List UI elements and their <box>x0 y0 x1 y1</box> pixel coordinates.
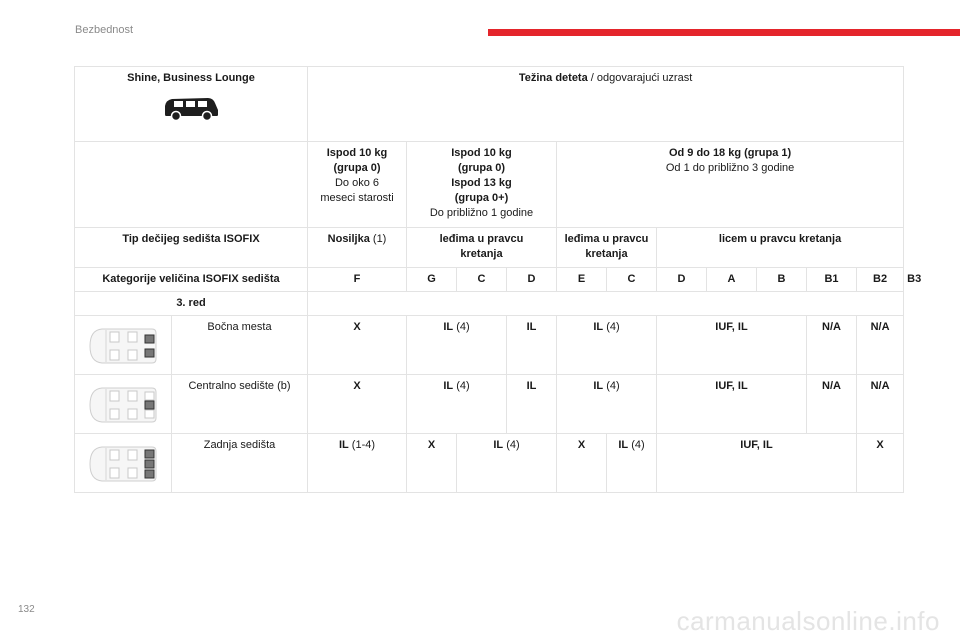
seat-value: IUF, IL <box>657 434 857 493</box>
seat-value <box>557 316 657 375</box>
weight-title-cell <box>308 67 904 142</box>
seat-value <box>308 434 407 493</box>
weight-text: Ispod 10 kg <box>326 147 388 159</box>
weight-text: Do približno 1 godine <box>429 207 534 219</box>
weight-title-bold: Težina deteta <box>518 72 588 84</box>
weight-text: (grupa 0) <box>333 162 381 174</box>
category-cell: B2 <box>857 268 904 292</box>
seat-value: IL <box>507 316 557 375</box>
seat-value-bold: IL <box>443 321 454 333</box>
isofix-table: Shine, Business Lounge Težina deteta / odgovarajući uzrast Ispod 10 kg (grupa 0) Do oko 6 meseci starosti Ispod 10 kg (grupa 0) Ispod 13 kg (grupa 0+) Do približno 1 godine Od 9 do 18 kg (grupa 1) Od 1 do približno 3 godine Tip dečijeg sedišta ISOFIX Nosiljka (1) leđima u pravcu kretanja leđima u pravcu kretanja licem u pravcu kretanja Kategorije veličina ISOFIX sedišta F G C D E C D A B B1 B2 B3 3. red Bočna mesta X IL (4) IL IL (4) IUF, IL N/A N/A Centralno sedište (b) X IL (4) IL IL (4) IUF, IL N/A N/A Zadnja sedišta IL (1-4) X IL (4) X IL (4) IUF, IL X <box>74 66 904 493</box>
seat-value: IL <box>507 375 557 434</box>
seat-layout-cell <box>75 434 172 493</box>
seat-value: X <box>308 316 407 375</box>
type-row-label: Tip dečijeg sedišta ISOFIX <box>75 228 308 268</box>
row3-label: 3. red <box>75 292 308 316</box>
seat-value-bold: IL <box>443 380 454 392</box>
seat-value: N/A <box>807 375 857 434</box>
empty-cell <box>75 142 308 228</box>
category-row-label: Kategorije veličina ISOFIX sedišta <box>75 268 308 292</box>
header-accent-bar <box>488 29 960 36</box>
category-cell: D <box>507 268 557 292</box>
weight-text: meseci starosti <box>320 192 394 204</box>
seat-value <box>407 316 507 375</box>
seat-value: X <box>308 375 407 434</box>
type-text: Nosiljka <box>327 233 370 245</box>
category-cell: B1 <box>807 268 857 292</box>
seat-value: X <box>557 434 607 493</box>
category-cell: D <box>657 268 707 292</box>
weight-text: Ispod 13 kg <box>451 177 512 189</box>
seat-value <box>457 434 557 493</box>
seat-value-bold: IL <box>593 380 604 392</box>
seat-value <box>607 434 657 493</box>
seat-value-note: (1-4) <box>348 439 376 451</box>
type-rearward-2 <box>557 228 657 268</box>
weight-group-3 <box>557 142 904 228</box>
weight-text: Od 9 do 18 kg (grupa 1) <box>668 147 792 159</box>
seat-value: N/A <box>857 316 904 375</box>
category-cell: G <box>407 268 457 292</box>
type-text: kretanja <box>460 248 503 260</box>
weight-text: (grupa 0) <box>457 162 506 174</box>
seat-value <box>557 375 657 434</box>
seat-value-note: (4) <box>603 321 620 333</box>
seat-value: N/A <box>857 375 904 434</box>
type-text: (1) <box>369 233 387 245</box>
model-cell <box>75 67 308 142</box>
seat-value-bold: IL <box>593 321 604 333</box>
seat-layout-icon <box>84 322 162 370</box>
seat-value-note: (4) <box>603 380 620 392</box>
section-title: Bezbednost <box>75 24 134 36</box>
seat-value-bold: IL <box>618 439 629 451</box>
category-cell: F <box>308 268 407 292</box>
type-text: kretanja <box>585 248 628 260</box>
weight-title-rest: / odgovarajući uzrast <box>587 72 693 84</box>
seat-value-note: (4) <box>453 321 470 333</box>
seat-layout-cell <box>75 375 172 434</box>
seat-value-note: (4) <box>453 380 470 392</box>
category-cell: A <box>707 268 757 292</box>
weight-text: Do oko 6 <box>334 177 380 189</box>
seat-value-note: (4) <box>628 439 645 451</box>
seat-label: Bočna mesta <box>172 316 308 375</box>
seat-value-bold: IL <box>493 439 504 451</box>
seat-value: X <box>407 434 457 493</box>
page-number: 132 <box>18 604 35 615</box>
seat-layout-cell <box>75 316 172 375</box>
seat-layout-icon <box>84 381 162 429</box>
type-text: leđima u pravcu <box>564 233 649 245</box>
weight-text: Ispod 10 kg <box>451 147 512 159</box>
category-cell: B <box>757 268 807 292</box>
seat-value-note: (4) <box>503 439 520 451</box>
weight-group-2 <box>407 142 557 228</box>
seat-label: Centralno sedište (b) <box>172 375 308 434</box>
weight-text: (grupa 0+) <box>454 192 509 204</box>
type-forward: licem u pravcu kretanja <box>657 228 904 268</box>
category-cell: E <box>557 268 607 292</box>
seat-value: IUF, IL <box>657 316 807 375</box>
model-name: Shine, Business Lounge <box>127 72 255 84</box>
seat-label: Zadnja sedišta <box>172 434 308 493</box>
watermark-text: carmanualsonline.info <box>676 606 940 636</box>
seat-value: IUF, IL <box>657 375 807 434</box>
seat-value <box>407 375 507 434</box>
seat-layout-icon <box>84 440 162 488</box>
category-cell: C <box>607 268 657 292</box>
seat-value: X <box>857 434 904 493</box>
category-cell: C <box>457 268 507 292</box>
weight-group-1 <box>308 142 407 228</box>
weight-text: Od 1 do približno 3 godine <box>665 162 795 174</box>
car-side-icon <box>162 94 220 122</box>
type-text: leđima u pravcu <box>439 233 524 245</box>
empty-cell <box>308 292 904 316</box>
seat-value-bold: IL <box>338 439 349 451</box>
type-carrycot <box>308 228 407 268</box>
seat-value: N/A <box>807 316 857 375</box>
type-rearward-1 <box>407 228 557 268</box>
